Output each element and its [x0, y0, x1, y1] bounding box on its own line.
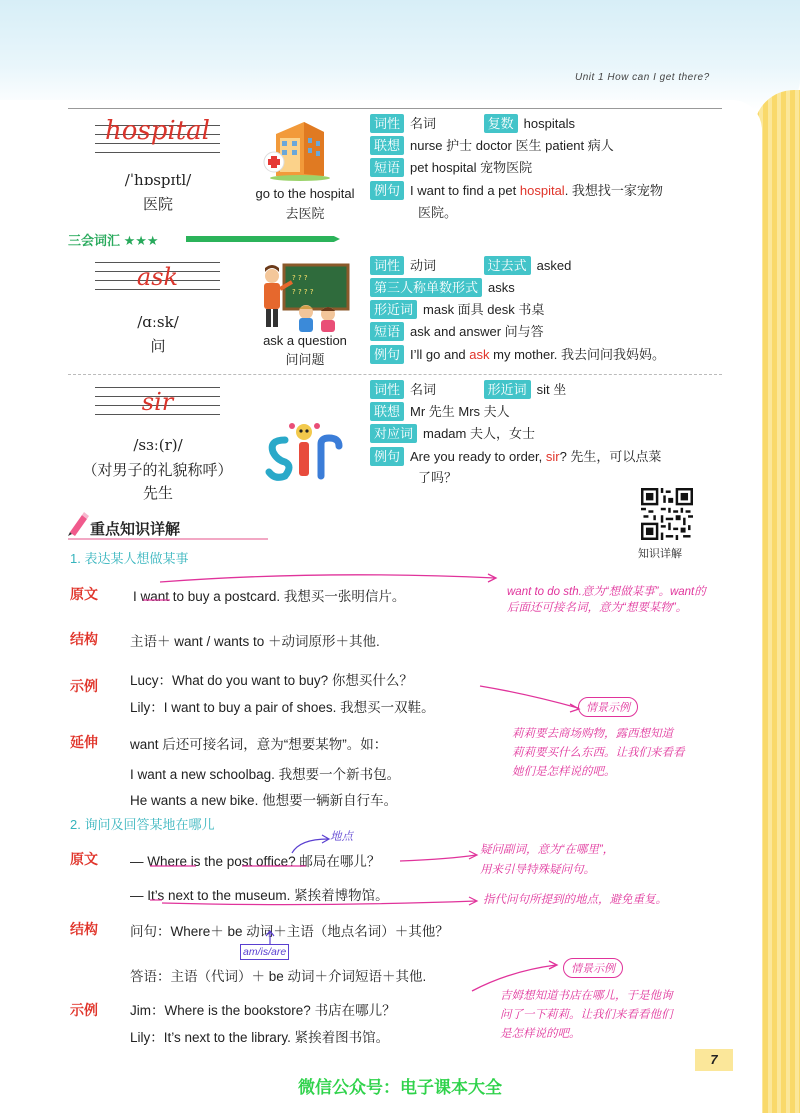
sir-letters-icon: [265, 420, 350, 480]
be-forms-note: am/is/are: [240, 944, 289, 960]
note-want-to: want to do sth.意为“想做某事”。want的: [507, 586, 706, 598]
tag-pos: 词性: [370, 256, 404, 275]
phonetic: /ɑːsk/: [137, 313, 179, 331]
info-row: [370, 424, 535, 443]
value: 动词: [410, 258, 437, 273]
tag-association: 联想: [370, 402, 404, 421]
info-row: [370, 322, 544, 341]
info-row: [370, 380, 566, 399]
subsection-title: 1. 表达某人想做某事: [70, 551, 189, 566]
annotation-arrow: [140, 572, 510, 602]
value: mask 面具 desk 书桌: [423, 302, 545, 317]
example-text: I’ll go and: [410, 347, 470, 362]
original-line: — Where is the post office? 邮局在哪儿？: [130, 854, 381, 869]
label-structure: 结构: [70, 922, 98, 938]
label-original: 原文: [70, 587, 98, 603]
example-line: Lucy：What do you want to buy? 你想买什么？: [130, 673, 413, 688]
note-want-to: 后面还可接名词，意为“想要某物”。: [507, 602, 688, 614]
highlight-word: hospital: [519, 183, 565, 198]
info-row: [370, 181, 663, 200]
tag-phrase: 短语: [370, 322, 404, 341]
word-meaning: 先生: [142, 485, 173, 502]
info-row: [370, 278, 515, 297]
unit-header: Unit 1 How can I get there?: [575, 72, 710, 83]
label-extend: 延伸: [70, 735, 98, 751]
image-caption-en: ask a question: [263, 333, 347, 348]
top-background: [0, 0, 800, 110]
annotation-arrows: [150, 845, 490, 905]
scene-note: 莉莉要买什么东西。让我们来看看: [512, 747, 685, 759]
tag-similar: 形近词: [484, 380, 531, 399]
scene-note: 莉莉要去商场购物，露西想知道: [512, 728, 673, 740]
structure-sentence: 主语＋ want / wants to ＋动词原形＋其他.: [130, 634, 380, 649]
info-row: [370, 402, 510, 421]
example-continued: 医院。: [418, 205, 458, 220]
info-row: [370, 447, 661, 466]
annotation-arrow: [262, 930, 278, 946]
value: ask and answer 问与答: [410, 324, 544, 339]
value: hospitals: [523, 116, 575, 131]
example-line: Lily：I want to buy a pair of shoes. 我想买一双鞋。: [130, 700, 435, 715]
qr-caption: 知识详解: [638, 548, 682, 560]
pencil-icon: [66, 512, 88, 536]
value: pet hospital 宠物医院: [410, 160, 533, 175]
structure-line: 问句：Where＋ be 动词＋主语（地点名词）＋其他？: [130, 924, 449, 939]
value: 名词: [410, 116, 437, 131]
highlight-word: sir: [545, 449, 560, 464]
image-caption-en: go to the hospital: [255, 186, 355, 201]
scene-note: 是怎样说的吧。: [500, 1028, 581, 1040]
tag-association: 联想: [370, 136, 404, 155]
note-it: 指代问句所提到的地点，避免重复。: [483, 894, 667, 906]
example-text: ? 先生，可以点菜: [559, 449, 662, 464]
tag-example: 例句: [370, 345, 404, 364]
image-caption-cn: 去医院: [285, 206, 325, 221]
top-rule: [68, 108, 722, 109]
info-row: [370, 345, 665, 364]
annotation-arrow: [478, 684, 588, 724]
extend-line: I want a new schoolbag. 我想要一个新书包。: [130, 767, 401, 782]
tag-example: 例句: [370, 447, 404, 466]
tag-pos: 词性: [370, 380, 404, 399]
info-row: [370, 256, 571, 275]
teacher-classroom-icon: [258, 262, 353, 332]
example-text: . 我想找一家宠物: [564, 183, 663, 198]
word-meaning: 医院: [142, 196, 173, 213]
value: 名词: [410, 382, 437, 397]
value: asks: [488, 280, 515, 295]
tag-plural: 复数: [484, 114, 518, 133]
info-row: [370, 136, 614, 155]
svg-text:? ? ? ?: ? ? ? ?: [292, 288, 314, 296]
tag-similar: 形近词: [370, 300, 417, 319]
note-place: 地点: [330, 831, 353, 843]
label-structure: 结构: [70, 632, 98, 648]
value: sit 坐: [536, 382, 567, 397]
word-title: ask: [136, 263, 179, 291]
value: asked: [536, 258, 572, 273]
value: nurse 护士 doctor 医生 patient 病人: [410, 138, 614, 153]
scene-badge: 情景示例: [563, 958, 623, 978]
tag-counterpart: 对应词: [370, 424, 417, 443]
scene-badge: 情景示例: [578, 697, 638, 717]
original-line: — It’s next to the museum. 紧挨着博物馆。: [130, 888, 389, 903]
note-where: 用来引导特殊疑问句。: [480, 864, 595, 876]
extend-line: want 后还可接名词，意为“想要某物”。如：: [130, 737, 388, 752]
phonetic: /sɜː(r)/: [133, 436, 183, 454]
example-text: my mother. 我去问问我妈妈。: [489, 347, 666, 362]
value: madam 夫人，女士: [423, 426, 535, 441]
info-row: [370, 114, 575, 133]
original-sentence: I want to buy a postcard. 我想买一张明信片。: [133, 589, 406, 604]
page-number: 7: [695, 1049, 733, 1071]
section-bar: [186, 236, 340, 242]
word-title: sir: [141, 388, 174, 416]
word-title: hospital: [105, 116, 210, 146]
phonetic: /ˈhɒspɪtl/: [124, 171, 192, 189]
scene-note: 问了一下莉莉。让我们来看看他们: [500, 1009, 673, 1021]
qr-code-icon[interactable]: [641, 488, 693, 540]
tag-third-person: 第三人称单数形式: [370, 278, 482, 297]
example-line: Lily：It’s next to the library. 紧挨着图书馆。: [130, 1030, 390, 1045]
tag-example: 例句: [370, 181, 404, 200]
subsection-title: 2. 询问及回答某地在哪儿: [70, 817, 215, 832]
example-text: I want to find a pet: [410, 183, 520, 198]
scene-note: 吉姆想知道书店在哪儿，于是他询: [500, 990, 673, 1002]
word-meaning: 问: [150, 338, 166, 355]
structure-line: 答语：主语（代词）＋ be 动词＋介词短语＋其他.: [130, 969, 427, 984]
footer-text: 微信公众号：电子课本大全: [298, 1078, 502, 1097]
example-continued: 了吗？: [418, 470, 458, 485]
extend-line: He wants a new bike. 他想要一辆新自行车。: [130, 793, 398, 808]
example-line: Jim：Where is the bookstore? 书店在哪儿？: [130, 1003, 396, 1018]
image-caption-cn: 问问题: [285, 352, 325, 367]
word-meaning-note: （对男子的礼貌称呼）: [82, 462, 233, 479]
tag-phrase: 短语: [370, 158, 404, 177]
hospital-icon: [262, 116, 332, 182]
scene-note: 她们是怎样说的吧。: [512, 766, 616, 778]
example-text: Are you ready to order,: [410, 449, 546, 464]
svg-text:? ? ?: ? ? ?: [292, 274, 308, 282]
label-example: 示例: [70, 679, 98, 695]
section-label: 三会词汇 ★★★: [68, 233, 159, 248]
info-row: [370, 158, 532, 177]
title-underline: [68, 538, 268, 540]
value: Mr 先生 Mrs 夫人: [410, 404, 510, 419]
tag-pos: 词性: [370, 114, 404, 133]
label-original: 原文: [70, 852, 98, 868]
note-where: 疑问副词，意为“在哪里”，: [480, 844, 615, 856]
divider: [68, 374, 722, 375]
highlight-word: ask: [469, 347, 490, 362]
info-row: [370, 300, 544, 319]
key-points-title: 重点知识详解: [90, 521, 181, 538]
tag-past-tense: 过去式: [484, 256, 531, 275]
label-example: 示例: [70, 1003, 98, 1019]
